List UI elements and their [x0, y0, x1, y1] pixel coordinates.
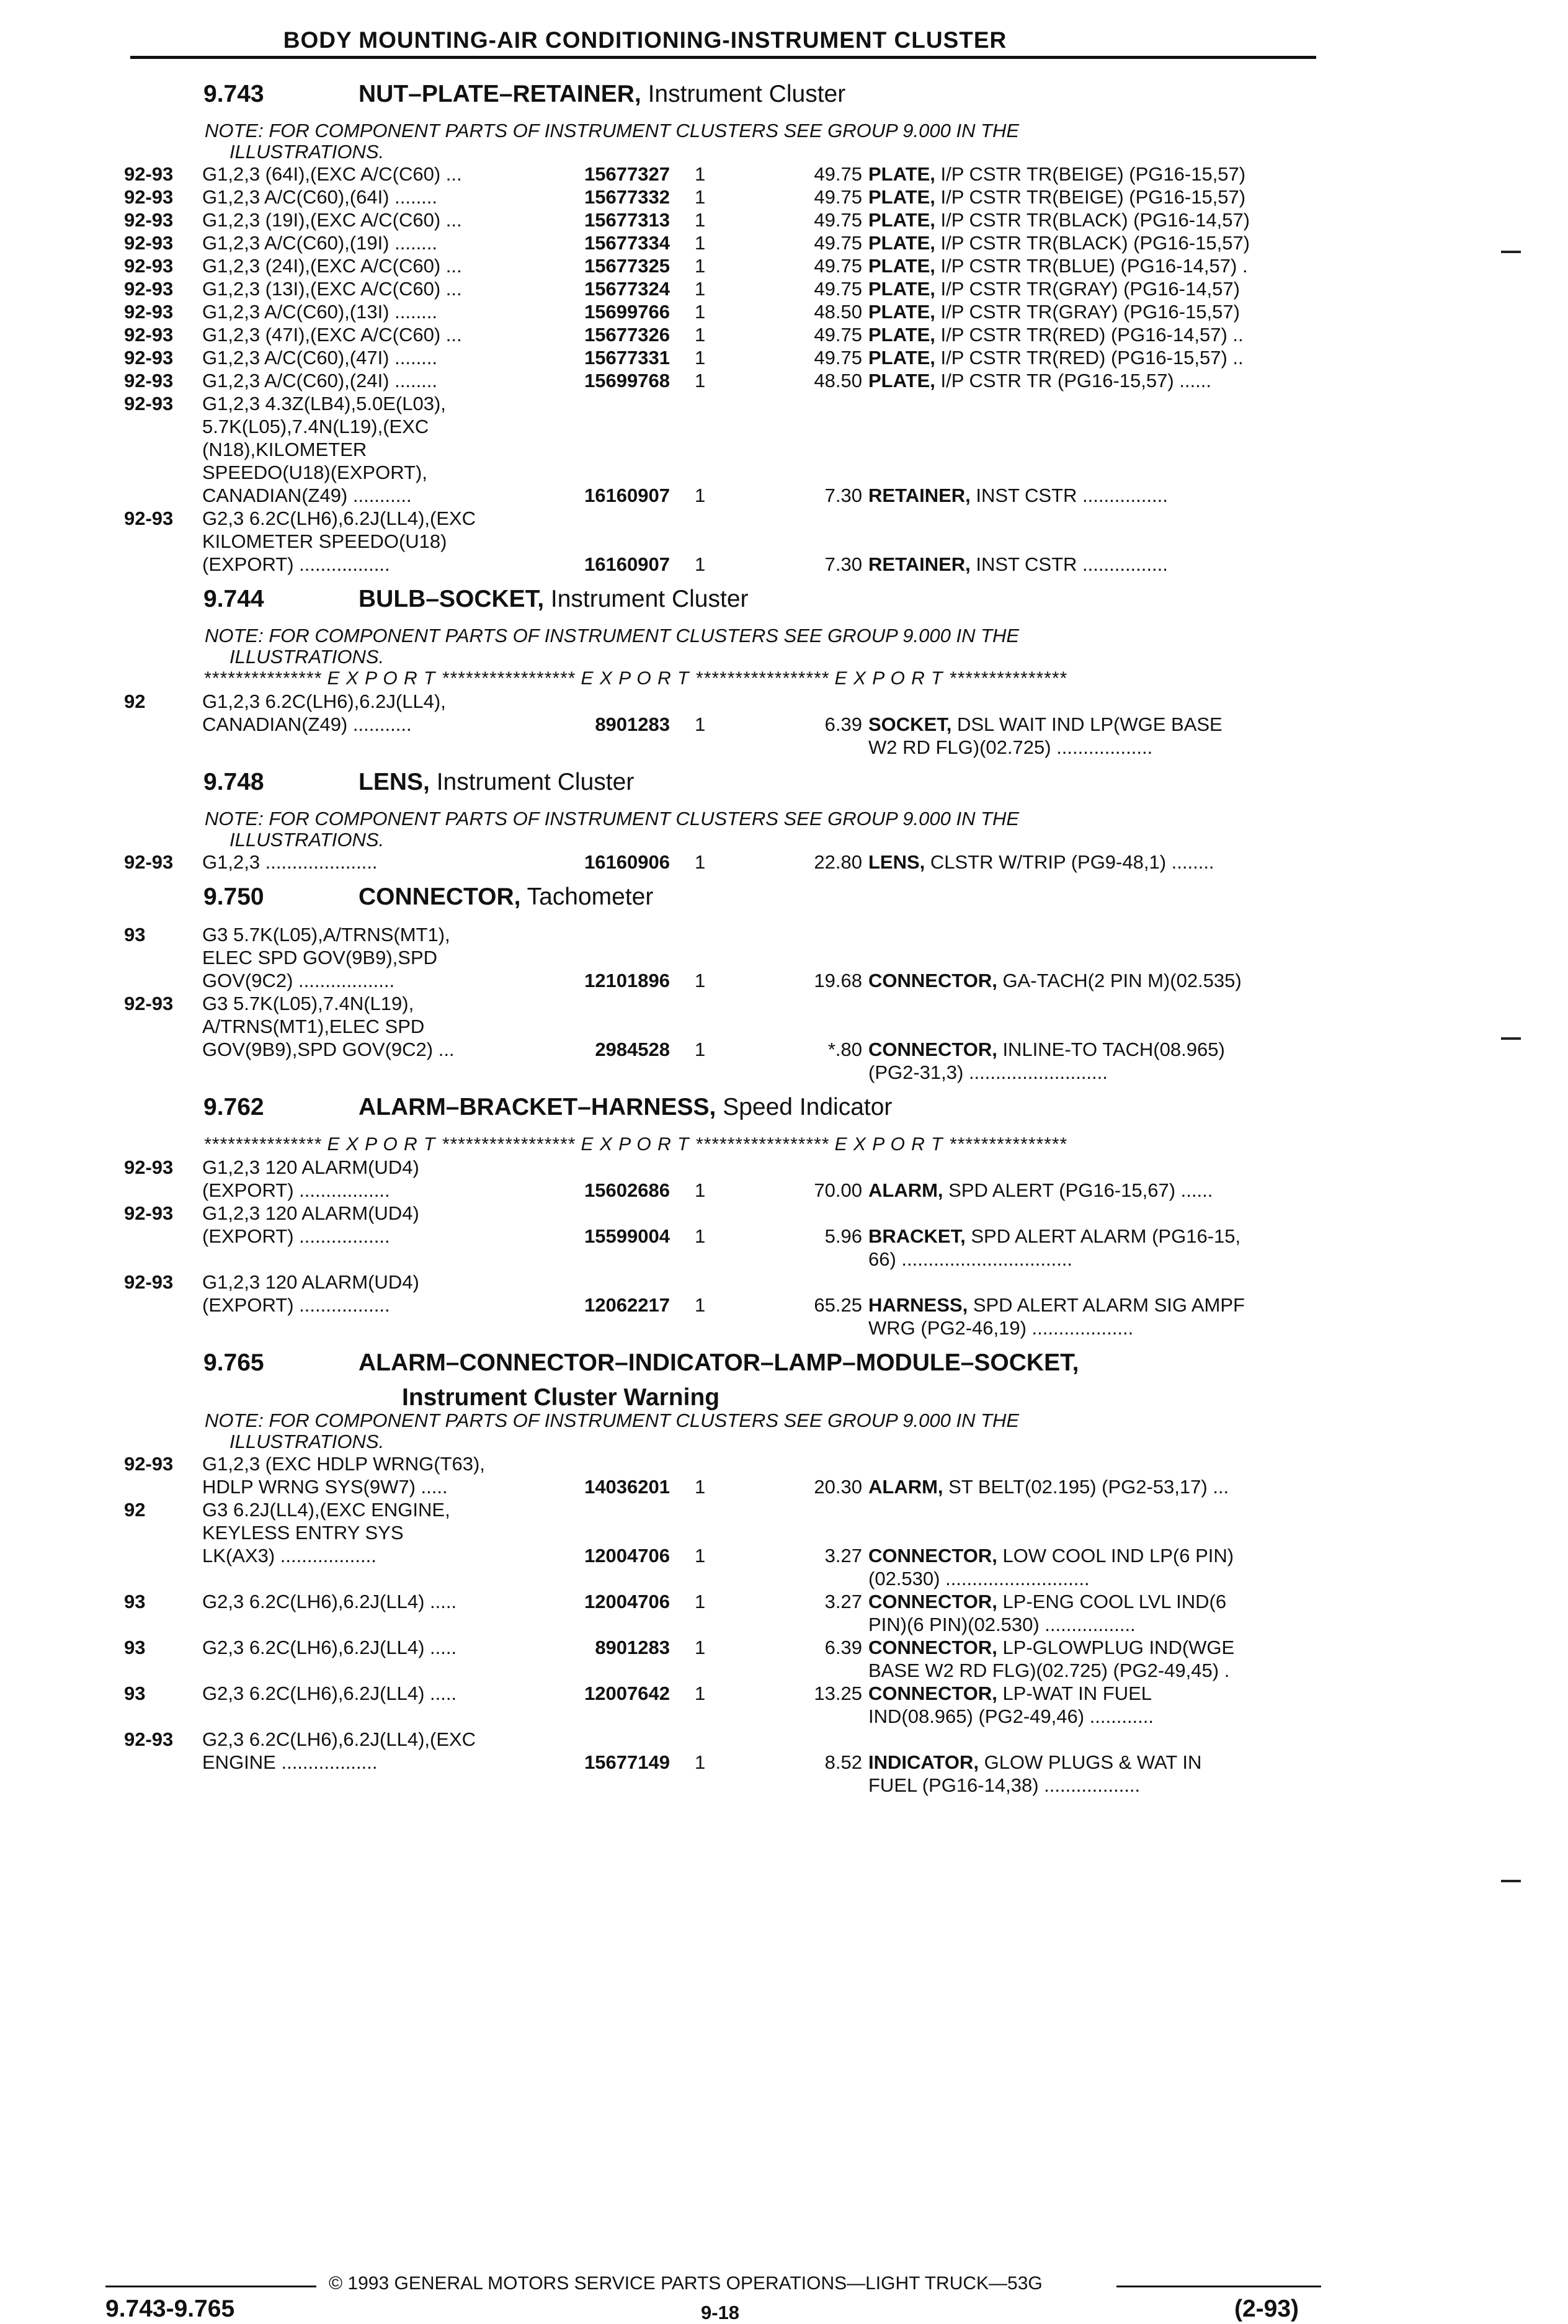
quantity: 1 — [695, 851, 706, 873]
table-row — [124, 690, 1321, 759]
price: 48.50 — [814, 301, 862, 323]
price: 20.30 — [814, 1476, 862, 1498]
part-detail: INST CSTR ................ — [970, 485, 1168, 506]
part-description — [868, 1179, 1321, 1202]
part-name: HARNESS, — [868, 1294, 968, 1316]
section-number: 9.750 — [203, 883, 264, 910]
section-heading — [203, 1349, 1321, 1389]
quantity: 1 — [695, 163, 706, 185]
part-detail: SPD ALERT (PG16-15,67) ...... — [943, 1179, 1213, 1201]
model-years: 92-93 — [124, 209, 174, 231]
quantity: 1 — [695, 1591, 706, 1612]
section-note — [205, 1410, 1259, 1452]
part-detail: LP-GLOWPLUG IND(WGE BASE W2 RD FLG)(02.725) (PG2-49,45) . — [868, 1637, 1235, 1681]
part-detail: I/P CSTR TR(BLUE) (PG16-14,57) . — [935, 255, 1248, 277]
part-name: PLATE, — [868, 232, 935, 254]
model-years: 92-93 — [124, 1156, 174, 1178]
part-number: 15677324 — [584, 278, 670, 300]
part-number: 14036201 — [584, 1476, 670, 1498]
note-line: NOTE: FOR COMPONENT PARTS OF INSTRUMENT CLUSTERS SEE GROUP 9.000 IN THE — [205, 1410, 1020, 1431]
usage-description: G3 6.2J(LL4),(EXC ENGINE, KEYLESS ENTRY SYS LK(AX3) .................. — [202, 1499, 450, 1566]
section-title-rest: Instrument Cluster — [641, 81, 846, 107]
part-description — [868, 163, 1321, 185]
part-detail: I/P CSTR TR(GRAY) (PG16-14,57) — [935, 278, 1240, 300]
part-number: 15677327 — [584, 163, 670, 185]
part-detail: GLOW PLUGS & WAT IN FUEL (PG16-14,38) .................. — [868, 1751, 1202, 1796]
section-note — [205, 120, 1259, 163]
part-name: PLATE, — [868, 324, 935, 346]
quantity: 1 — [695, 278, 706, 300]
catalog-section — [124, 586, 1321, 759]
part-detail: LP-ENG COOL LVL IND(6 PIN)(6 PIN)(02.530) ................. — [868, 1591, 1227, 1635]
price: 70.00 — [814, 1179, 862, 1201]
section-heading — [203, 586, 1321, 625]
model-years: 92-93 — [124, 1202, 174, 1224]
part-name: INDICATOR, — [868, 1751, 979, 1773]
catalog-section — [124, 883, 1321, 1084]
section-number: 9.743 — [203, 81, 264, 107]
usage-description: G1,2,3 A/C(C60),(19I) ........ — [202, 232, 438, 254]
quantity: 1 — [695, 186, 706, 208]
quantity: 1 — [695, 713, 706, 735]
footer-date: (2-93) — [1234, 2295, 1299, 2322]
part-detail: CLSTR W/TRIP (PG9-48,1) ........ — [925, 851, 1214, 873]
quantity: 1 — [695, 970, 706, 991]
part-detail: GA-TACH(2 PIN M)(02.535) — [997, 970, 1242, 991]
part-detail: I/P CSTR TR (PG16-15,57) ...... — [935, 370, 1211, 391]
part-number: 16160907 — [584, 485, 670, 506]
table-row — [124, 185, 1321, 208]
part-description — [868, 1751, 1321, 1797]
usage-description: G2,3 6.2C(LH6),6.2J(LL4),(EXC KILOMETER SPEEDO(U18) (EXPORT) ................. — [202, 507, 476, 575]
part-description — [868, 851, 1321, 874]
section-title — [359, 769, 634, 796]
table-row — [124, 1728, 1321, 1797]
model-years: 93 — [124, 1683, 146, 1704]
quantity: 1 — [695, 1751, 706, 1773]
price: 49.75 — [814, 209, 862, 231]
model-years: 92-93 — [124, 278, 174, 300]
usage-description: G1,2,3 120 ALARM(UD4) (EXPORT) ................. — [202, 1156, 419, 1201]
table-row — [124, 254, 1321, 277]
part-detail: LP-WAT IN FUEL IND(08.965) (PG2-49,46) ............ — [868, 1683, 1154, 1727]
price: 22.80 — [814, 851, 862, 873]
part-name: SOCKET, — [868, 713, 952, 735]
price: *.80 — [827, 1039, 862, 1060]
export-banner: *************** E X P O R T ***************** E X P O R T ***************** E X P O R T *************** — [203, 1134, 1067, 1155]
quantity: 1 — [695, 1545, 706, 1566]
usage-description: G1,2,3 (64I),(EXC A/C(C60) ... — [202, 163, 462, 185]
catalog-section — [124, 1094, 1321, 1339]
part-number: 12101896 — [584, 970, 670, 991]
part-name: PLATE, — [868, 163, 935, 185]
part-description — [868, 1590, 1321, 1636]
model-years: 93 — [124, 1591, 146, 1612]
section-number: 9.748 — [203, 769, 264, 795]
quantity: 1 — [695, 1294, 706, 1316]
section-title-bold: ALARM–CONNECTOR–INDICATOR–LAMP–MODULE–SOCKET, — [359, 1349, 1079, 1376]
table-row — [124, 1590, 1321, 1636]
part-description — [868, 969, 1321, 992]
table-row — [124, 369, 1321, 392]
header-rule — [130, 56, 1316, 59]
usage-description: G1,2,3 (47I),(EXC A/C(C60) ... — [202, 324, 462, 346]
part-description — [868, 300, 1321, 323]
part-name: ALARM, — [868, 1179, 943, 1201]
note-line: ILLUSTRATIONS. — [229, 141, 385, 163]
price: 48.50 — [814, 370, 862, 391]
part-name: PLATE, — [868, 186, 935, 208]
section-title-rest: Instrument Cluster — [544, 586, 749, 612]
part-description — [868, 484, 1321, 507]
model-years: 92 — [124, 690, 146, 712]
usage-description: G1,2,3 (24I),(EXC A/C(C60) ... — [202, 255, 462, 277]
part-number: 15677149 — [584, 1751, 670, 1773]
part-number: 16160907 — [584, 553, 670, 575]
part-name: BRACKET, — [868, 1225, 966, 1247]
section-title — [359, 586, 749, 613]
section-title-bold: BULB–SOCKET, — [359, 586, 545, 612]
table-row — [124, 851, 1321, 874]
price: 5.96 — [824, 1225, 862, 1247]
quantity: 1 — [695, 255, 706, 277]
part-name: RETAINER, — [868, 485, 971, 506]
section-title-bold: NUT–PLATE–RETAINER, — [359, 81, 641, 107]
quantity: 1 — [695, 232, 706, 254]
table-row — [124, 277, 1321, 300]
part-name: PLATE, — [868, 347, 935, 369]
part-detail: I/P CSTR TR(BEIGE) (PG16-15,57) — [935, 163, 1246, 185]
model-years: 92-93 — [124, 1728, 174, 1750]
section-title — [359, 883, 653, 911]
table-row — [124, 1202, 1321, 1271]
note-line: ILLUSTRATIONS. — [229, 646, 385, 668]
part-description — [868, 1475, 1321, 1498]
part-name: PLATE, — [868, 301, 935, 323]
part-number: 2984528 — [595, 1039, 670, 1060]
price: 49.75 — [814, 163, 862, 185]
price: 6.39 — [824, 713, 862, 735]
part-name: CONNECTOR, — [868, 1545, 997, 1566]
quantity: 1 — [695, 1637, 706, 1658]
quantity: 1 — [695, 1179, 706, 1201]
footer-range: 9.743-9.765 — [105, 2295, 235, 2322]
section-title-bold: CONNECTOR, — [359, 883, 521, 910]
section-title — [359, 1349, 1079, 1377]
part-number: 15599004 — [584, 1225, 670, 1247]
export-banner: *************** E X P O R T ***************** E X P O R T ***************** E X P O R T *************** — [203, 668, 1067, 689]
quantity: 1 — [695, 1039, 706, 1060]
part-number: 15677325 — [584, 255, 670, 277]
section-note — [205, 625, 1259, 668]
section-heading — [203, 1094, 1321, 1133]
section-title — [359, 81, 845, 108]
catalog-section — [124, 81, 1321, 576]
part-detail: I/P CSTR TR(RED) (PG16-14,57) .. — [935, 324, 1244, 346]
section-title-rest: Speed Indicator — [716, 1094, 893, 1120]
price: 49.75 — [814, 255, 862, 277]
usage-description: G1,2,3 6.2C(LH6),6.2J(LL4), CANADIAN(Z49) ........... — [202, 690, 446, 735]
model-years: 92-93 — [124, 324, 174, 346]
part-detail: I/P CSTR TR(BEIGE) (PG16-15,57) — [935, 186, 1246, 208]
usage-description: G3 5.7K(L05),7.4N(L19), A/TRNS(MT1),ELEC SPD GOV(9B9),SPD GOV(9C2) ... — [202, 993, 455, 1060]
section-number: 9.765 — [203, 1349, 264, 1376]
model-years: 93 — [124, 1637, 146, 1658]
quantity: 1 — [695, 209, 706, 231]
usage-description: G1,2,3 ..................... — [202, 851, 378, 873]
usage-description: G1,2,3 A/C(C60),(64I) ........ — [202, 186, 438, 208]
part-name: CONNECTOR, — [868, 970, 997, 991]
part-description — [868, 1294, 1321, 1339]
quantity: 1 — [695, 370, 706, 391]
part-number: 15677326 — [584, 324, 670, 346]
part-name: PLATE, — [868, 209, 935, 231]
part-description — [868, 185, 1321, 208]
part-description — [868, 1038, 1321, 1084]
part-description — [868, 713, 1321, 759]
part-description — [868, 553, 1321, 576]
model-years: 92-93 — [124, 370, 174, 391]
part-name: RETAINER, — [868, 553, 971, 575]
footer-rule-right — [1116, 2286, 1321, 2287]
part-number: 15677331 — [584, 347, 670, 369]
table-row — [124, 1452, 1321, 1498]
table-row — [124, 300, 1321, 323]
part-detail: I/P CSTR TR(RED) (PG16-15,57) .. — [935, 347, 1244, 369]
price: 7.30 — [824, 485, 862, 506]
footer-rule-left — [105, 2286, 316, 2287]
usage-description: G2,3 6.2C(LH6),6.2J(LL4) ..... — [202, 1683, 457, 1704]
part-name: CONNECTOR, — [868, 1591, 997, 1612]
model-years: 92-93 — [124, 1271, 174, 1293]
table-row — [124, 1636, 1321, 1682]
quantity: 1 — [695, 324, 706, 346]
price: 49.75 — [814, 232, 862, 254]
model-years: 92 — [124, 1499, 146, 1521]
price: 3.27 — [824, 1545, 862, 1566]
price: 3.27 — [824, 1591, 862, 1612]
model-years: 92-93 — [124, 232, 174, 254]
part-description — [868, 1225, 1321, 1271]
table-row — [124, 1682, 1321, 1728]
quantity: 1 — [695, 1225, 706, 1247]
note-line: NOTE: FOR COMPONENT PARTS OF INSTRUMENT CLUSTERS SEE GROUP 9.000 IN THE — [205, 808, 1020, 829]
part-number: 12004706 — [584, 1545, 670, 1566]
model-years: 92-93 — [124, 851, 174, 873]
part-detail: SPD ALERT ALARM (PG16-15, 66) ................................ — [868, 1225, 1241, 1270]
usage-description: G1,2,3 120 ALARM(UD4) (EXPORT) ................. — [202, 1202, 419, 1247]
price: 7.30 — [824, 553, 862, 575]
model-years: 92-93 — [124, 393, 174, 414]
table-row — [124, 346, 1321, 369]
note-line: NOTE: FOR COMPONENT PARTS OF INSTRUMENT CLUSTERS SEE GROUP 9.000 IN THE — [205, 120, 1020, 141]
table-row — [124, 392, 1321, 507]
part-number: 15677334 — [584, 232, 670, 254]
section-heading — [203, 769, 1321, 808]
usage-description: G1,2,3 (19I),(EXC A/C(C60) ... — [202, 209, 462, 231]
model-years: 92-93 — [124, 186, 174, 208]
margin-mark — [1501, 1880, 1521, 1882]
part-number: 15699768 — [584, 370, 670, 391]
table-row — [124, 923, 1321, 992]
section-title-bold: ALARM–BRACKET–HARNESS, — [359, 1094, 716, 1120]
part-description — [868, 1636, 1321, 1682]
section-title-bold: LENS, — [359, 769, 430, 795]
price: 65.25 — [814, 1294, 862, 1316]
note-line: NOTE: FOR COMPONENT PARTS OF INSTRUMENT CLUSTERS SEE GROUP 9.000 IN THE — [205, 625, 1020, 646]
catalog-content — [124, 71, 1321, 1797]
model-years: 92-93 — [124, 163, 174, 185]
part-name: PLATE, — [868, 370, 935, 391]
part-number: 12007642 — [584, 1683, 670, 1704]
price: 6.39 — [824, 1637, 862, 1658]
model-years: 92-93 — [124, 993, 174, 1014]
part-number: 12062217 — [584, 1294, 670, 1316]
price: 8.52 — [824, 1751, 862, 1773]
part-detail: ST BELT(02.195) (PG2-53,17) ... — [943, 1476, 1229, 1498]
part-description — [868, 369, 1321, 392]
usage-description: G2,3 6.2C(LH6),6.2J(LL4) ..... — [202, 1591, 457, 1612]
table-row — [124, 323, 1321, 346]
catalog-section — [124, 769, 1321, 874]
price: 13.25 — [814, 1683, 862, 1704]
part-description — [868, 208, 1321, 231]
table-row — [124, 992, 1321, 1084]
part-number: 8901283 — [595, 1637, 670, 1658]
part-detail: I/P CSTR TR(GRAY) (PG16-15,57) — [935, 301, 1240, 323]
footer-page-number: 9-18 — [701, 2302, 740, 2323]
part-description — [868, 254, 1321, 277]
quantity: 1 — [695, 1476, 706, 1498]
page-title: BODY MOUNTING-AIR CONDITIONING-INSTRUMENT CLUSTER — [283, 27, 1007, 53]
table-row — [124, 163, 1321, 185]
footer-copyright: © 1993 GENERAL MOTORS SERVICE PARTS OPERATIONS—LIGHT TRUCK—53G — [329, 2273, 1043, 2294]
note-line: ILLUSTRATIONS. — [229, 1431, 385, 1452]
section-heading — [203, 883, 1321, 923]
usage-description: G1,2,3 A/C(C60),(13I) ........ — [202, 301, 438, 323]
part-description — [868, 277, 1321, 300]
model-years: 93 — [124, 924, 146, 945]
part-number: 15677332 — [584, 186, 670, 208]
part-name: CONNECTOR, — [868, 1039, 997, 1060]
part-number: 8901283 — [595, 713, 670, 735]
part-detail: I/P CSTR TR(BLACK) (PG16-14,57) — [935, 209, 1250, 231]
usage-description: G1,2,3 (13I),(EXC A/C(C60) ... — [202, 278, 462, 300]
model-years: 92-93 — [124, 347, 174, 369]
usage-description: G1,2,3 4.3Z(LB4),5.0E(L03), 5.7K(L05),7.4N(L19),(EXC (N18),KILOMETER SPEEDO(U18)(EXPORT), CANADIAN(Z49) ........... — [202, 393, 446, 506]
price: 19.68 — [814, 970, 862, 991]
section-title-continued: Instrument Cluster Warning — [402, 1384, 720, 1411]
quantity: 1 — [695, 553, 706, 575]
model-years: 92-93 — [124, 255, 174, 277]
note-line: ILLUSTRATIONS. — [229, 829, 385, 851]
part-name: PLATE, — [868, 278, 935, 300]
part-description — [868, 346, 1321, 369]
quantity: 1 — [695, 1683, 706, 1704]
part-description — [868, 231, 1321, 254]
part-number: 15699766 — [584, 301, 670, 323]
price: 49.75 — [814, 186, 862, 208]
price: 49.75 — [814, 278, 862, 300]
part-detail: LOW COOL IND LP(6 PIN) (02.530) ........................... — [868, 1545, 1234, 1589]
usage-description: G2,3 6.2C(LH6),6.2J(LL4) ..... — [202, 1637, 457, 1658]
section-note — [205, 808, 1259, 851]
section-title-rest: Tachometer — [520, 883, 654, 910]
part-name: LENS, — [868, 851, 925, 873]
section-title-rest: Instrument Cluster — [429, 769, 635, 795]
table-row — [124, 1498, 1321, 1590]
part-number: 12004706 — [584, 1591, 670, 1612]
price: 49.75 — [814, 324, 862, 346]
model-years: 92-93 — [124, 1453, 174, 1475]
margin-mark — [1501, 251, 1521, 253]
table-row — [124, 231, 1321, 254]
usage-description: G3 5.7K(L05),A/TRNS(MT1), ELEC SPD GOV(9B9),SPD GOV(9C2) .................. — [202, 924, 450, 991]
table-row — [124, 208, 1321, 231]
part-name: CONNECTOR, — [868, 1683, 997, 1704]
usage-description: G2,3 6.2C(LH6),6.2J(LL4),(EXC ENGINE .................. — [202, 1728, 476, 1773]
price: 49.75 — [814, 347, 862, 369]
part-description — [868, 1682, 1321, 1728]
usage-description: G1,2,3 120 ALARM(UD4) (EXPORT) ................. — [202, 1271, 419, 1316]
section-heading — [203, 81, 1321, 120]
model-years: 92-93 — [124, 301, 174, 323]
usage-description: G1,2,3 A/C(C60),(24I) ........ — [202, 370, 438, 391]
quantity: 1 — [695, 347, 706, 369]
usage-description: G1,2,3 (EXC HDLP WRNG(T63), HDLP WRNG SYS(9W7) ..... — [202, 1453, 485, 1498]
part-detail: DSL WAIT IND LP(WGE BASE W2 RD FLG)(02.725) .................. — [868, 713, 1223, 758]
margin-mark — [1501, 1037, 1521, 1040]
catalog-section — [124, 1349, 1321, 1797]
part-name: PLATE, — [868, 255, 935, 277]
section-number: 9.762 — [203, 1094, 264, 1120]
table-row — [124, 507, 1321, 576]
section-title — [359, 1094, 892, 1121]
model-years: 92-93 — [124, 507, 174, 529]
part-description — [868, 1544, 1321, 1590]
part-description — [868, 323, 1321, 346]
quantity: 1 — [695, 485, 706, 506]
part-detail: INST CSTR ................ — [970, 553, 1168, 575]
part-number: 15677313 — [584, 209, 670, 231]
section-number: 9.744 — [203, 586, 264, 612]
part-name: ALARM, — [868, 1476, 943, 1498]
quantity: 1 — [695, 301, 706, 323]
part-detail: INLINE-TO TACH(08.965) (PG2-31,3) .......................... — [868, 1039, 1225, 1083]
part-detail: SPD ALERT ALARM SIG AMPF WRG (PG2-46,19) ................... — [868, 1294, 1245, 1339]
part-number: 15602686 — [584, 1179, 670, 1201]
part-number: 16160906 — [584, 851, 670, 873]
part-name: CONNECTOR, — [868, 1637, 997, 1658]
table-row — [124, 1271, 1321, 1339]
part-detail: I/P CSTR TR(BLACK) (PG16-15,57) — [935, 232, 1250, 254]
usage-description: G1,2,3 A/C(C60),(47I) ........ — [202, 347, 438, 369]
table-row — [124, 1156, 1321, 1202]
